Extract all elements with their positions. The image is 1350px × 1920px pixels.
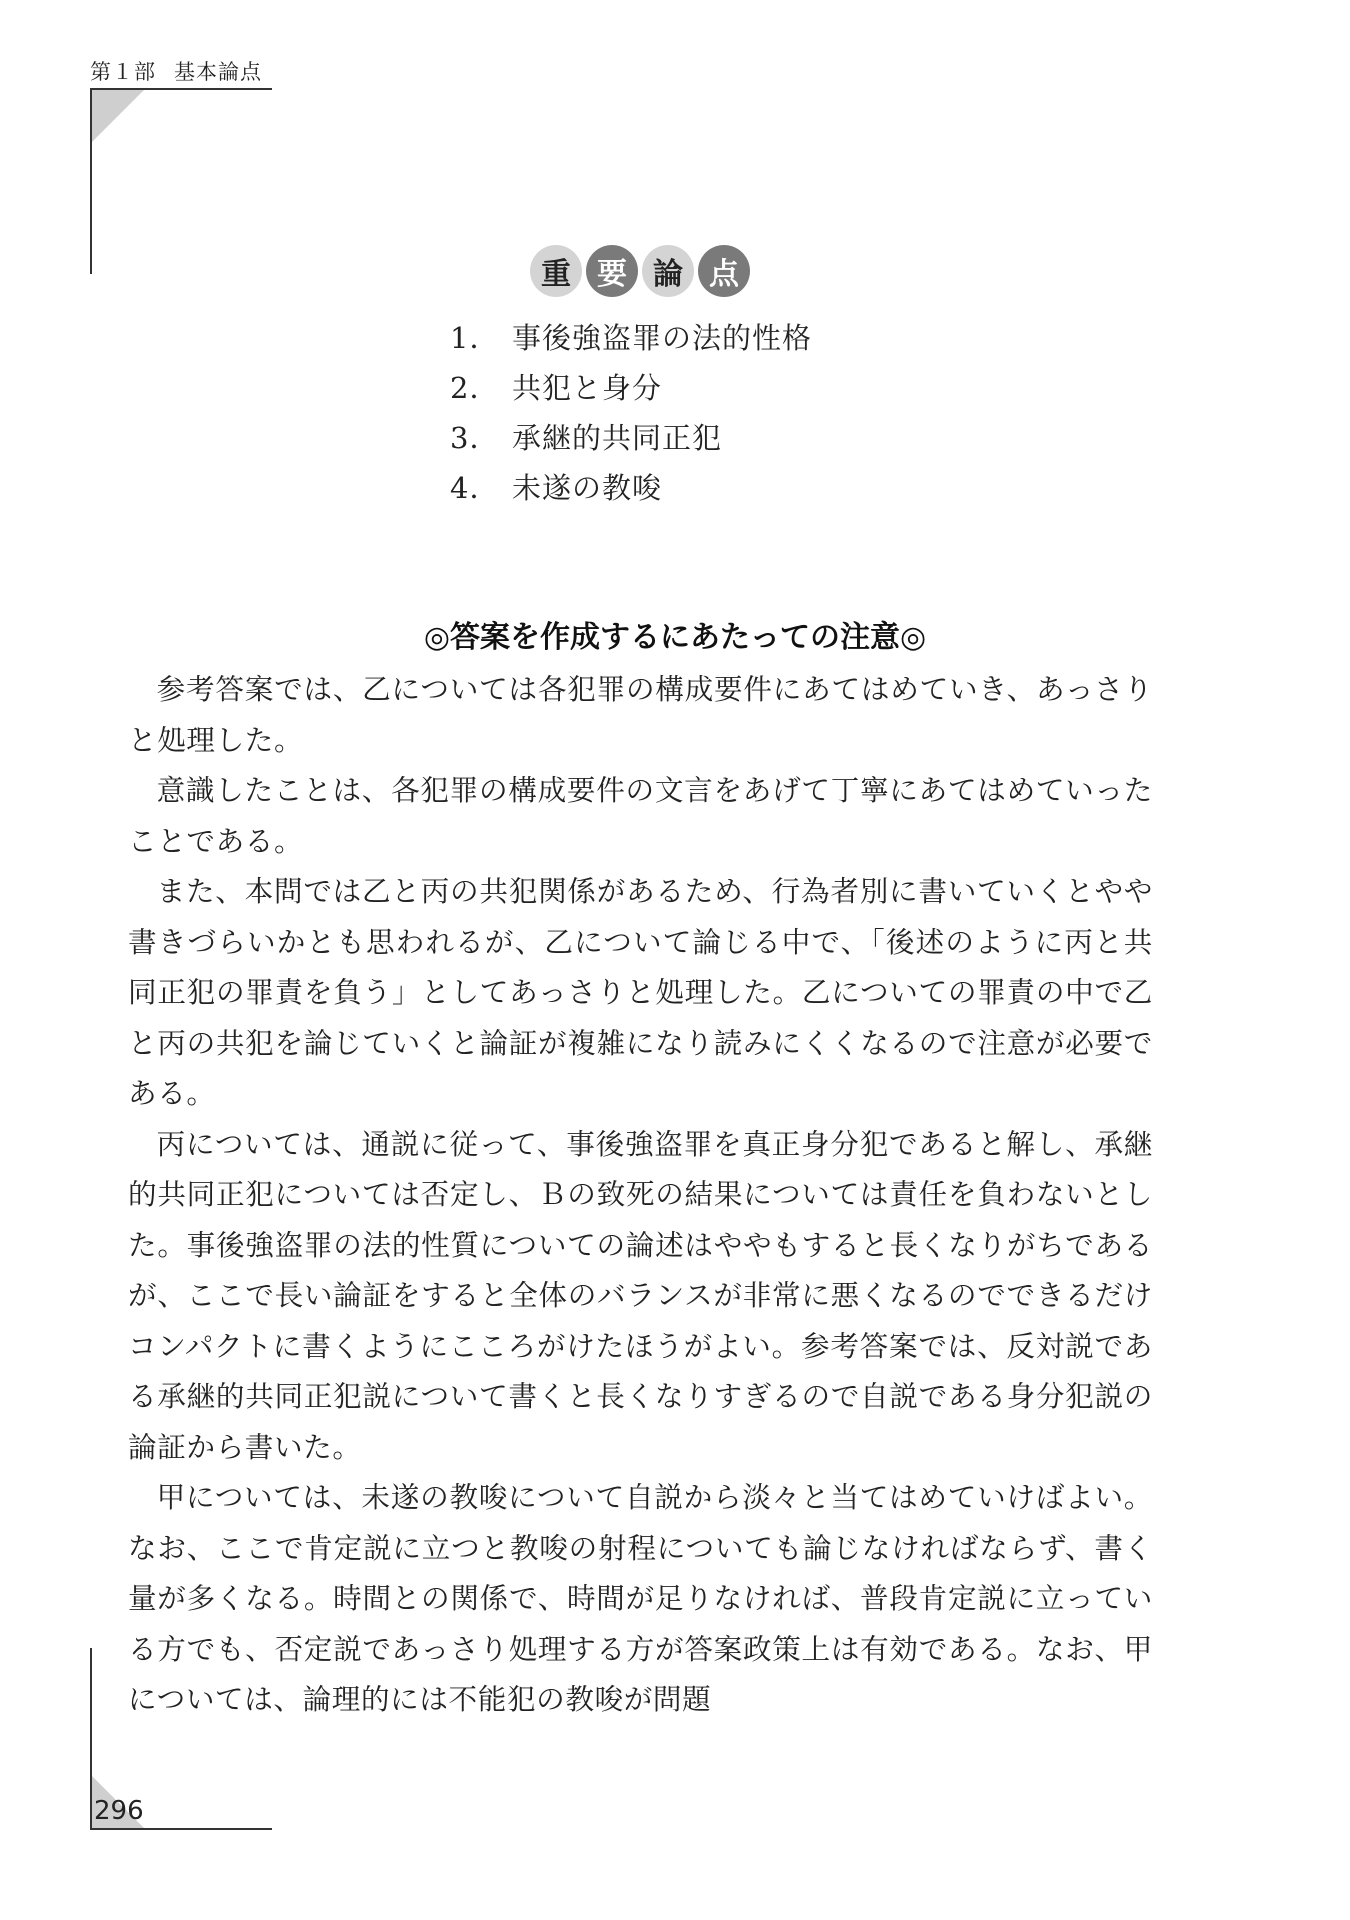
paragraph: 甲については、未遂の教唆について自説から淡々と当てはめていけばよい。なお、ここで肯定説に立つと教唆の射程についても論じなければならず、書く量が多くなる。時間との関係で、時間が足りなければ、普段肯定説に立っている方でも、否定説であっさり処理する方が答案政策上は有効である。なお、甲については、論理的には不能犯の教唆が問題	[128, 1480, 1153, 1716]
caution-heading: ◎答案を作成するにあたっての注意◎	[423, 620, 927, 655]
paragraph: 参考答案では、乙については各犯罪の構成要件にあてはめていき、あっさりと処理した。	[128, 672, 1153, 757]
list-item-number: 2．	[450, 371, 500, 405]
top-corner-mark	[92, 90, 144, 142]
list-item-text: 事後強盗罪の法的性格	[512, 321, 813, 355]
paragraph: また、本問では乙と丙の共犯関係があるため、行為者別に書いていくとやや書きづらいかとも思われるが、乙について論じる中で、「後述のように丙と共同正犯の罪責を負う」としてあっさりと処理した。乙についての罪責の中で乙と丙の共犯を論じていくと論証が複雑になり読みにくくなるので注意が必要である。	[128, 874, 1153, 1110]
list-item-text: 共犯と身分	[512, 371, 663, 405]
body-text	[128, 664, 1153, 1725]
header-part: 第１部	[90, 60, 156, 84]
paragraph: 意識したことは、各犯罪の構成要件の文言をあげて丁寧にあてはめていったことである。	[128, 773, 1153, 858]
list-item-number: 1．	[450, 321, 500, 355]
list-item	[450, 363, 812, 413]
list-item-number: 4．	[450, 471, 500, 505]
list-item-text: 未遂の教唆	[512, 471, 663, 505]
list-item-number: 3．	[450, 421, 500, 455]
key-badge: 要	[586, 245, 638, 297]
list-item-text: 承継的共同正犯	[512, 421, 723, 455]
header-section: 基本論点	[174, 60, 262, 84]
key-points-list	[450, 313, 812, 513]
footer-rule	[90, 1828, 272, 1830]
list-item	[450, 463, 812, 513]
paragraph: 丙については、通説に従って、事後強盗罪を真正身分犯であると解し、承継的共同正犯については否定し、Ｂの致死の結果については責任を負わないとした。事後強盗罪の法的性質についての論述はややもすると長くなりがちであるが、ここで長い論証をすると全体のバランスが非常に悪くなるのでできるだけコンパクトに書くようにこころがけたほうがよい。参考答案では、反対説である承継的共同正犯説について書くと長くなりすぎるので自説である身分犯説の論証から書いた。	[128, 1126, 1153, 1464]
key-badge: 点	[698, 245, 750, 297]
page-number: 296	[94, 1796, 144, 1826]
key-badge: 論	[642, 245, 694, 297]
list-item	[450, 313, 812, 363]
running-header	[90, 56, 262, 86]
list-item	[450, 413, 812, 463]
key-points-title	[530, 245, 750, 297]
key-badge: 重	[530, 245, 582, 297]
